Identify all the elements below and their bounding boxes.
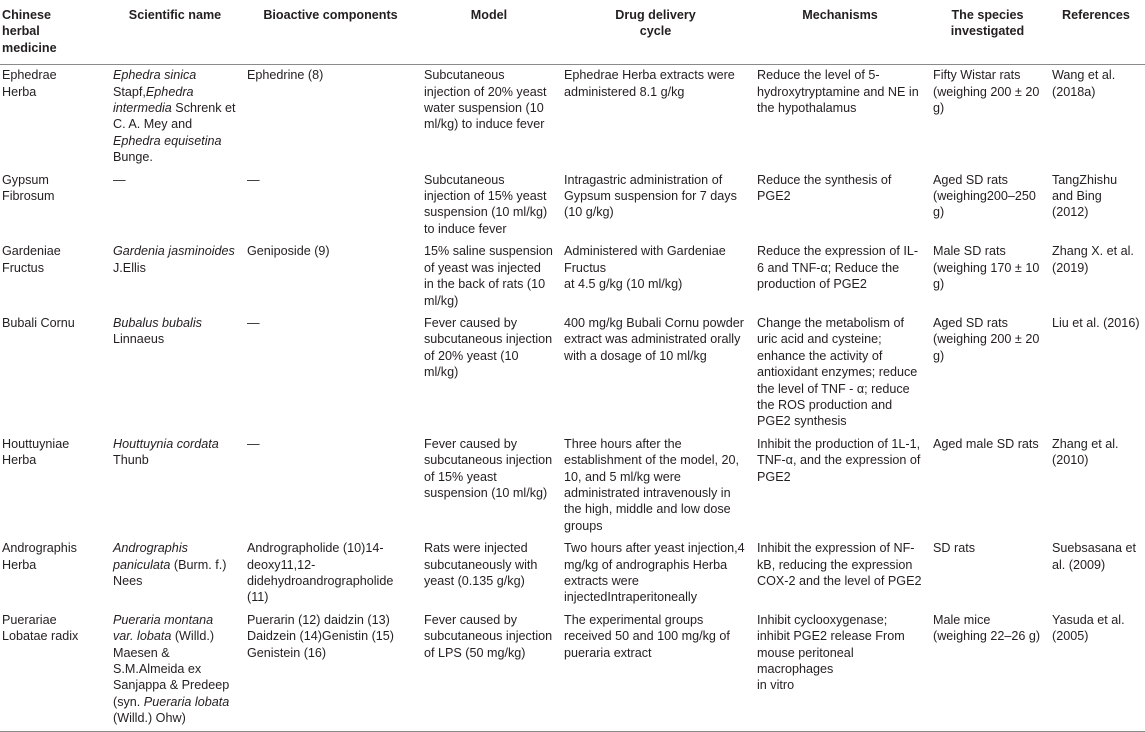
cell-model: Fever caused by subcutaneous injection of LPS (50 mg/kg): [419, 610, 559, 731]
cell-species: Male mice (weighing 22–26 g): [928, 610, 1047, 731]
cell-herb: [0, 170, 108, 242]
cell-components: Andrographolide (10)14-deoxy11,12-didehydroandrographolide (11): [247, 541, 394, 605]
cell-references: Wang et al. (2018a): [1052, 68, 1116, 99]
authority-text: Stapf,: [113, 84, 146, 99]
cell-line: Administered with Gardeniae Fructus: [564, 244, 726, 275]
authority-text: (Burm. f.) Nees: [113, 557, 227, 588]
authority-text: (Willd.) Maesen & S.M.Almeida ex Sanjappa & Predeep (syn.: [113, 629, 230, 709]
cell-species: Aged SD rats (weighing 200 ± 20 g): [933, 315, 1040, 363]
cell-line: Ephedrae: [2, 68, 57, 83]
authority-text: (Willd.) Ohw): [113, 711, 186, 726]
cell-references: TangZhishu and Bing (2012): [1052, 172, 1118, 220]
cell-mechanisms: Inhibit the production of 1L-1, TNF-α, and the expression of PGE2: [757, 436, 921, 484]
species-name: Bubalus bubalis: [113, 315, 202, 330]
species-name: Ephedra equisetina: [113, 133, 222, 148]
cell-line: in vitro: [757, 678, 795, 693]
cell-model: Subcutaneous injection of 15% yeast suspension (10 ml/kg) to induce fever: [424, 172, 548, 236]
table-row: [0, 434, 1145, 538]
cell-line: at 4.5 g/kg (10 ml/kg): [564, 277, 683, 292]
authority-text: Bunge.: [113, 150, 153, 165]
authority-text: J.Ellis: [113, 260, 146, 275]
cell-line: Genistein (16): [247, 645, 327, 660]
cell-species: SD rats: [933, 541, 975, 556]
cell-herb: [0, 313, 108, 434]
species-name: Houttuynia cordata: [113, 436, 219, 451]
cell-species: Male SD rats (weighing 170 ± 10 g): [933, 244, 1040, 292]
cell-scientific: [108, 170, 242, 242]
cell-scientific: [108, 538, 242, 610]
cell-components: —: [247, 315, 260, 330]
cell-species: Fifty Wistar rats (weighing 200 ± 20 g): [933, 68, 1040, 116]
cell-scientific: [108, 241, 242, 313]
cell-line: Herba: [2, 84, 37, 99]
header-herb: Chinese herbal medicine: [0, 0, 108, 65]
cell-delivery: 400 mg/kg Bubali Cornu powder extract was administrated orally with a dosage of 10 ml/kg: [564, 315, 744, 363]
cell-species: Aged male SD rats: [933, 436, 1039, 451]
species-name: Ephedra intermedia: [113, 84, 194, 116]
authority-text: Thunb: [113, 453, 149, 468]
cell-model: Fever caused by subcutaneous injection of 15% yeast suspension (10 ml/kg): [424, 436, 553, 500]
cell-references: Suebsasana et al. (2009): [1052, 541, 1137, 572]
cell-line: Daidzein (14)Genistin (15): [247, 629, 394, 644]
species-name: Ephedra sinica: [113, 68, 197, 83]
cell-delivery: Ephedrae Herba extracts were administered 8.1 g/kg: [564, 68, 735, 99]
cell-components: [242, 610, 419, 731]
cell-line: Houttuyniae: [2, 436, 70, 451]
cell-mechanisms: Reduce the expression of IL-6 and TNF-α; Reduce the production of PGE2: [757, 244, 919, 292]
authority-text: Linnaeus: [113, 332, 165, 347]
cell-references: Zhang et al. (2010): [1052, 436, 1119, 468]
authority-text: Schrenk et C. A. Mey and: [113, 101, 236, 132]
table-body: [0, 65, 1145, 731]
table-row: [0, 313, 1145, 434]
cell-mechanisms: Reduce the synthesis of PGE2: [757, 172, 892, 204]
cell-components: —: [247, 436, 260, 451]
header-species: The species investigated: [928, 0, 1047, 65]
table-row: [0, 65, 1145, 170]
cell-components: —: [247, 172, 260, 187]
header-references: References: [1047, 0, 1145, 65]
cell-model: 15% saline suspension of yeast was injected in the back of rats (10 ml/kg): [424, 244, 553, 308]
cell-references: Yasuda et al. (2005): [1047, 610, 1145, 731]
species-name: Andrographis paniculata: [113, 541, 188, 572]
header-row: [0, 0, 1145, 65]
cell-line: Gardeniae: [2, 244, 61, 259]
table-row: [0, 610, 1145, 731]
cell-herb: [0, 241, 108, 313]
cell-references: Liu et al. (2016): [1052, 315, 1140, 330]
cell-line: Herba: [2, 453, 37, 468]
cell-line: Herba: [2, 557, 37, 572]
cell-herb: [0, 434, 108, 538]
cell-delivery: Three hours after the establishment of the model, 20, 10, and 5 ml/kg were administrated intravenously in the high, middle and low dose groups: [564, 436, 740, 533]
cell-delivery: The experimental groups received 50 and 100 mg/kg of pueraria extract: [559, 610, 752, 731]
header-bioactive-components: Bioactive components: [242, 0, 419, 65]
cell-line: Bubali Cornu: [2, 315, 75, 330]
species-name: Pueraria montana var. lobata: [113, 612, 214, 644]
cell-line: Lobatae radix: [2, 629, 79, 644]
cell-scientific: [108, 65, 242, 170]
cell-line: Fibrosum: [2, 189, 55, 204]
cell-mechanisms: Reduce the level of 5-hydroxytryptamine and NE in the hypothalamus: [757, 68, 919, 116]
cell-references: Zhang X. et al. (2019): [1052, 244, 1134, 275]
cell-line: Inhibit cyclooxygenase; inhibit PGE2 release From mouse peritoneal macrophages: [757, 612, 905, 677]
table-row: [0, 170, 1145, 242]
species-name: Pueraria lobata: [143, 694, 230, 709]
cell-mechanisms: Change the metabolism of uric acid and cysteine; enhance the activity of antioxidant enzymes; reduce the level of TNF - α; reduce the ROS production and PGE2 synthesis: [757, 315, 918, 429]
cell-mechanisms: [752, 610, 928, 731]
cell-herb: [0, 610, 108, 731]
cell-delivery: Two hours after yeast injection,4 mg/kg of andrographis Herba extracts were injectedIntraperitoneally: [564, 541, 745, 605]
cell-scientific: [108, 610, 242, 731]
cell-components: Geniposide (9): [247, 244, 330, 259]
header-mechanisms: Mechanisms: [752, 0, 928, 65]
cell-model: Rats were injected subcutaneously with yeast (0.135 g/kg): [424, 541, 538, 588]
header-scientific-name: Scientific name: [108, 0, 242, 65]
cell-line: Puerarin (12) daidzin (13): [247, 612, 390, 627]
cell-delivery: [559, 241, 752, 313]
header-model: Model: [419, 0, 559, 65]
cell-scientific: [108, 434, 242, 538]
header-drug-delivery: Drug delivery cycle: [559, 0, 752, 65]
table-row: [0, 241, 1145, 313]
cell-delivery: Intragastric administration of Gypsum suspension for 7 days (10 g/kg): [564, 172, 737, 220]
cell-line: Fructus: [2, 260, 44, 275]
cell-line: Puerariae: [2, 612, 57, 627]
cell-components: Ephedrine (8): [247, 68, 324, 83]
cell-model: Fever caused by subcutaneous injection of 20% yeast (10 ml/kg): [424, 315, 553, 380]
cell-species: Aged SD rats (weighing200–250 g): [933, 172, 1036, 220]
cell-scientific: [108, 313, 242, 434]
species-name: Gardenia jasminoides: [113, 244, 235, 259]
cell-line: Gypsum: [2, 172, 49, 187]
cell-model: Subcutaneous injection of 20% yeast water suspension (10 ml/kg) to induce fever: [424, 68, 547, 132]
cell-herb: [0, 65, 108, 170]
cell-herb: [0, 538, 108, 610]
cell-mechanisms: Inhibit the expression of NF-kB, reducing the expression COX-2 and the level of PGE2: [757, 541, 922, 588]
authority-text: —: [113, 172, 126, 187]
table-row: [0, 538, 1145, 610]
cell-line: Andrographis: [2, 541, 77, 556]
